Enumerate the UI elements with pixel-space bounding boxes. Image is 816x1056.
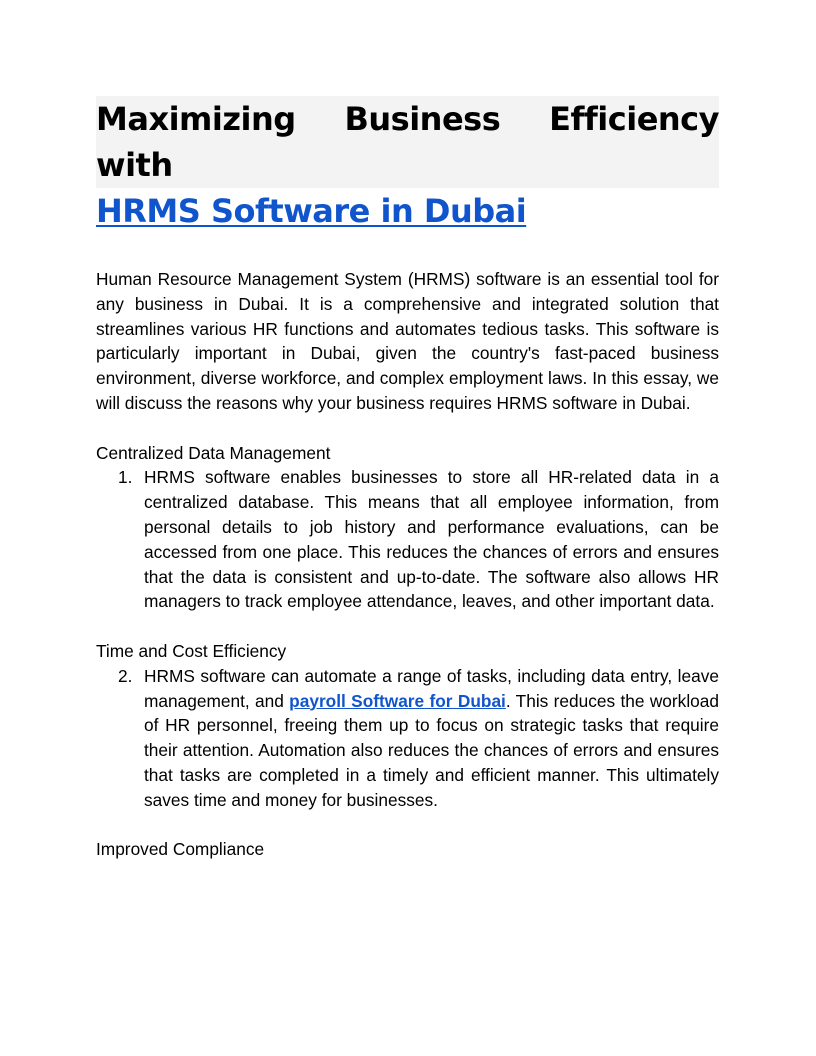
list-number-1: 1. [118, 467, 133, 488]
title-line-1: Maximizing Business Efficiency with [96, 96, 719, 188]
list-number-2: 2. [118, 665, 133, 686]
section-heading-time-cost: Time and Cost Efficiency [96, 640, 287, 661]
section-heading-improved-compliance: Improved Compliance [96, 839, 265, 860]
list-item-2-text-after: . This reduces the workload of HR personnel, freeing them up to focus on strategic tasks that require their attention. Automation also reduces the chances of errors and ensures that tasks are completed in a timely and efficient manner. This ultimately saves time and money for businesses. [144, 690, 719, 810]
payroll-software-link[interactable]: payroll Software for Dubai [289, 690, 506, 711]
intro-paragraph: Human Resource Management System (HRMS) software is an essential tool for any business in Dubai. It is a comprehensive and integrated solution that streamlines various HR functions and automates tedious tasks. This software is particularly important in Dubai, given the country's fast-paced business environment, diverse workforce, and complex employment laws. In this essay, we will discuss the reasons why your business requires HRMS software in Dubai. [96, 269, 719, 413]
title-link-hrms-software-dubai[interactable]: HRMS Software in Dubai [96, 192, 527, 230]
section-heading-centralized-data: Centralized Data Management [96, 442, 331, 463]
document-page [96, 96, 719, 862]
list-item-2-text-before: HRMS software can automate a range of tasks, including data entry, leave management, and [144, 665, 719, 711]
document-title [96, 96, 719, 234]
list-item-1 [96, 465, 719, 614]
list-item-1-text: HRMS software enables businesses to store all HR-related data in a centralized database. This means that all employee information, from personal details to job history and performance evaluations, can be accessed from one place. This reduces the chances of errors and ensures that the data is consistent and up-to-date. The software also allows HR managers to track employee attendance, leaves, and other important data. [144, 467, 719, 612]
list-item-2 [96, 664, 719, 813]
